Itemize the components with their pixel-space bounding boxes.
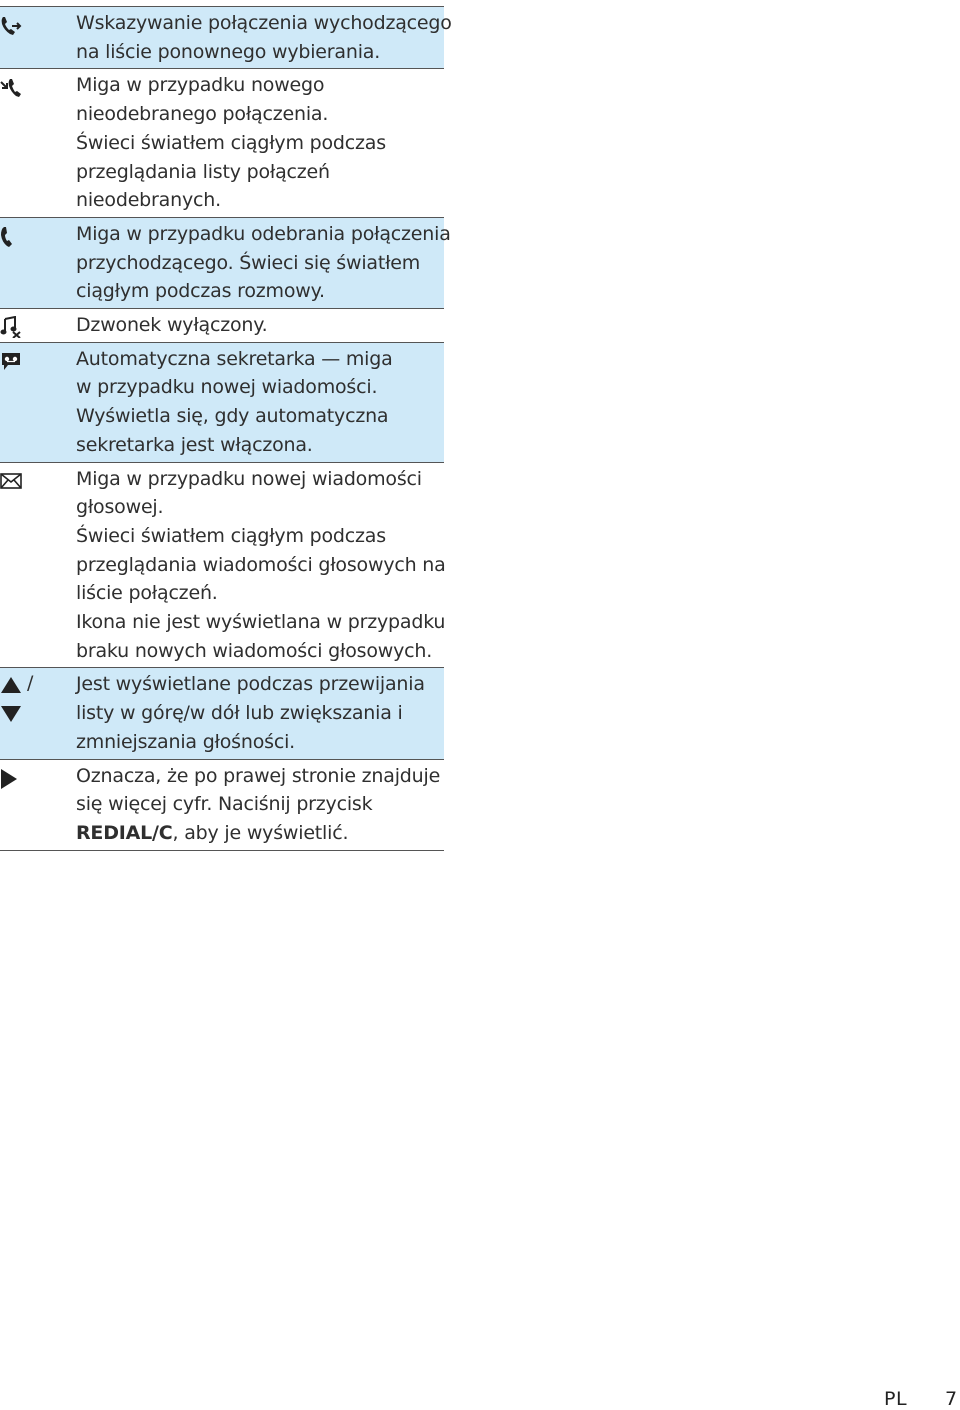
row-description: Oznacza, że po prawej stronie znajduje się więcej cyfr. Naciśnij przycisk REDIAL/C, aby je wyświetlić. — [76, 764, 441, 844]
icon-cell — [0, 668, 76, 758]
table-row — [0, 668, 444, 759]
icon-cell — [0, 69, 76, 217]
envelope-icon — [0, 473, 22, 489]
phone-handset-icon — [0, 226, 14, 248]
table-row — [0, 343, 444, 463]
icon-table — [0, 6, 452, 851]
ringer-off-icon — [0, 316, 22, 338]
down-arrow-icon — [0, 705, 22, 723]
icon-cell — [0, 218, 76, 308]
table-row — [0, 760, 444, 851]
up-arrow-icon — [0, 676, 22, 694]
row-description: Automatyczna sekretarka — miga w przypadku nowej wiadomości. Wyświetla się, gdy automatyczna sekretarka jest włączona. — [76, 347, 393, 456]
icon-cell — [0, 760, 76, 850]
icon-cell — [0, 463, 76, 668]
table-row — [0, 69, 444, 218]
icon-cell — [0, 343, 76, 462]
table-row — [0, 218, 451, 309]
icon-cell — [0, 309, 76, 342]
row-description: Dzwonek wyłączony. — [76, 314, 268, 337]
table-row — [0, 309, 444, 343]
row-description: Jest wyświetlane podczas przewijania listy w górę/w dół lub zwiększania i zmniejszania głośności. — [76, 673, 425, 753]
table-row — [0, 7, 452, 69]
redial-button-label: REDIAL/C — [76, 821, 173, 844]
language-code: PL — [884, 1388, 908, 1410]
icon-cell — [0, 7, 76, 68]
missed-call-icon — [0, 77, 22, 99]
row-description: Miga w przypadku nowej wiadomości głosowej. Świeci światłem ciągłym podczas przeglądania wiadomości głosowych na liście połączeń. Ikona nie jest wyświetlana w przypadku braku nowych wiadomości głosowych. — [76, 467, 446, 662]
outgoing-call-icon — [0, 15, 22, 37]
row-description: Miga w przypadku odebrania połączenia przychodzącego. Świeci się światłem ciągłym podczas rozmowy. — [76, 222, 451, 303]
page-number: 7 — [945, 1388, 958, 1410]
row-description: Miga w przypadku nowego nieodebranego połączenia. Świeci światłem ciągłym podczas przeglądania listy połączeń nieodebranych. — [76, 74, 386, 212]
table-row — [0, 463, 444, 669]
answering-machine-icon — [0, 351, 22, 373]
row-description: Wskazywanie połączenia wychodzącego na liście ponownego wybierania. — [76, 12, 452, 63]
right-arrow-icon — [0, 768, 18, 790]
arrow-separator: / — [27, 672, 34, 695]
